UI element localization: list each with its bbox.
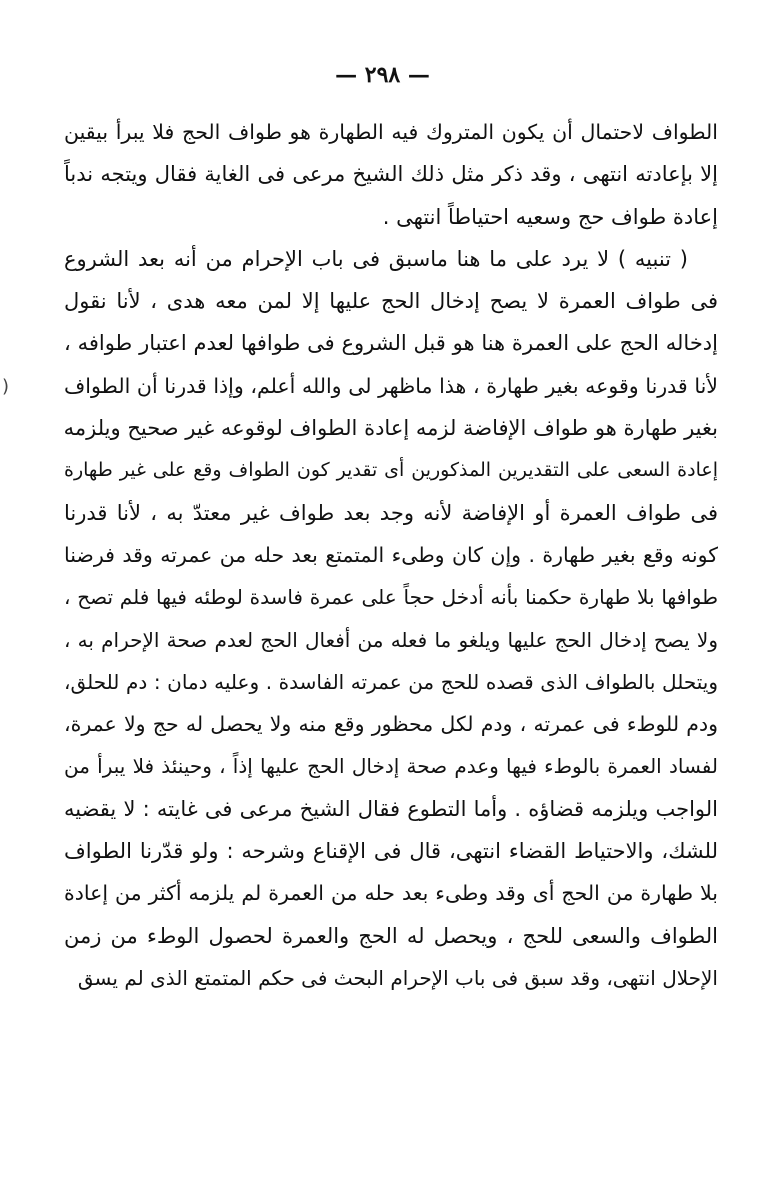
margin-mark: ): [2, 376, 10, 397]
text-line-6: إدخاله الحج على العمرة هنا هو قبل الشروع فى طوافها لعدم اعتبار طوافه ،: [64, 331, 718, 356]
body-text: [64, 111, 718, 999]
text-line-21: الإحلال انتهى، وقد سبق فى باب الإحرام البحث فى حكم المتمتع الذى لم يسق: [77, 965, 718, 990]
text-line-16: لفساد العمرة بالوطء فيها وعدم صحة إدخال الحج عليها إذاً ، وحينئذ فلا يبرأ من: [64, 754, 718, 779]
page-number: — ٢٩٨ —: [335, 62, 430, 88]
text-line-11: كونه وقع بغير طهارة . وإن كان وطىء المتمتع بعد حله من عمرته وقد فرضنا: [64, 542, 718, 567]
text-line-9: إعادة السعى على التقديرين المذكورين أى تقدير كون الطواف وقع على غير طهارة: [64, 459, 718, 482]
text-line-20: الطواف والسعى للحج ، ويحصل له الحج والعمرة لحصول الوطء من زمن: [64, 923, 718, 948]
text-line-15: ودم للوطء فى عمرته ، ودم لكل محظور وقع منه ولا يحصل له حج ولا عمرة،: [64, 712, 718, 737]
text-line-7: لأنا قدرنا وقوعه بغير طهارة ، هذا ماظهر لى والله أعلم، وإذا قدرنا أن الطواف: [64, 373, 718, 398]
text-line-3: إعادة طواف حج وسعيه احتياطاً انتهى .: [382, 204, 718, 229]
text-line-19: بلا طهارة من الحج أى وقد وطىء بعد حله من العمرة لم يلزمه أكثر من إعادة: [64, 881, 718, 906]
text-line-14: ويتحلل بالطواف الذى قصده للحج من عمرته الفاسدة . وعليه دمان : دم للحلق،: [64, 669, 718, 694]
text-line-8: بغير طهارة هو طواف الإفاضة لزمه إعادة الطواف لوقوعه غير صحيح ويلزمه: [64, 416, 718, 441]
text-line-12: طوافها بلا طهارة حكمنا بأنه أدخل حجاً على عمرة فاسدة لوطئه فيها فلم تصح ،: [64, 585, 718, 610]
text-line-18: للشك، والاحتياط القضاء انتهى، قال فى الإقناع وشرحه : ولو قدّرنا الطواف: [64, 839, 718, 864]
text-line-1: الطواف لاحتمال أن يكون المتروك فيه الطهارة هو طواف الحج فلا يبرأ بيقين: [64, 120, 718, 144]
text-line-2: إلا بإعادته انتهى ، وقد ذكر مثل ذلك الشيخ مرعى فى الغاية فقال ويتجه ندباً: [64, 162, 718, 187]
text-line-17: الواجب ويلزمه قضاؤه . وأما التطوع فقال الشيخ مرعى فى غايته : لا يقضيه: [64, 796, 718, 821]
text-line-13: ولا يصح إدخال الحج عليها ويلغو ما فعله من أفعال الحج لعدم صحة الإحرام به ،: [64, 627, 718, 652]
text-line-10: فى طواف العمرة أو الإفاضة لأنه وجد بعد طواف غير معتدّ به ، لأنا قدرنا: [64, 500, 718, 525]
text-line-5: فى طواف العمرة لا يصح إدخال الحج عليها إلا لمن معه هدى ، لأنا نقول: [64, 289, 718, 314]
text-line-4: ( تنبيه ) لا يرد على ما هنا ماسبق فى باب الإحرام من أنه بعد الشروع: [64, 246, 688, 271]
